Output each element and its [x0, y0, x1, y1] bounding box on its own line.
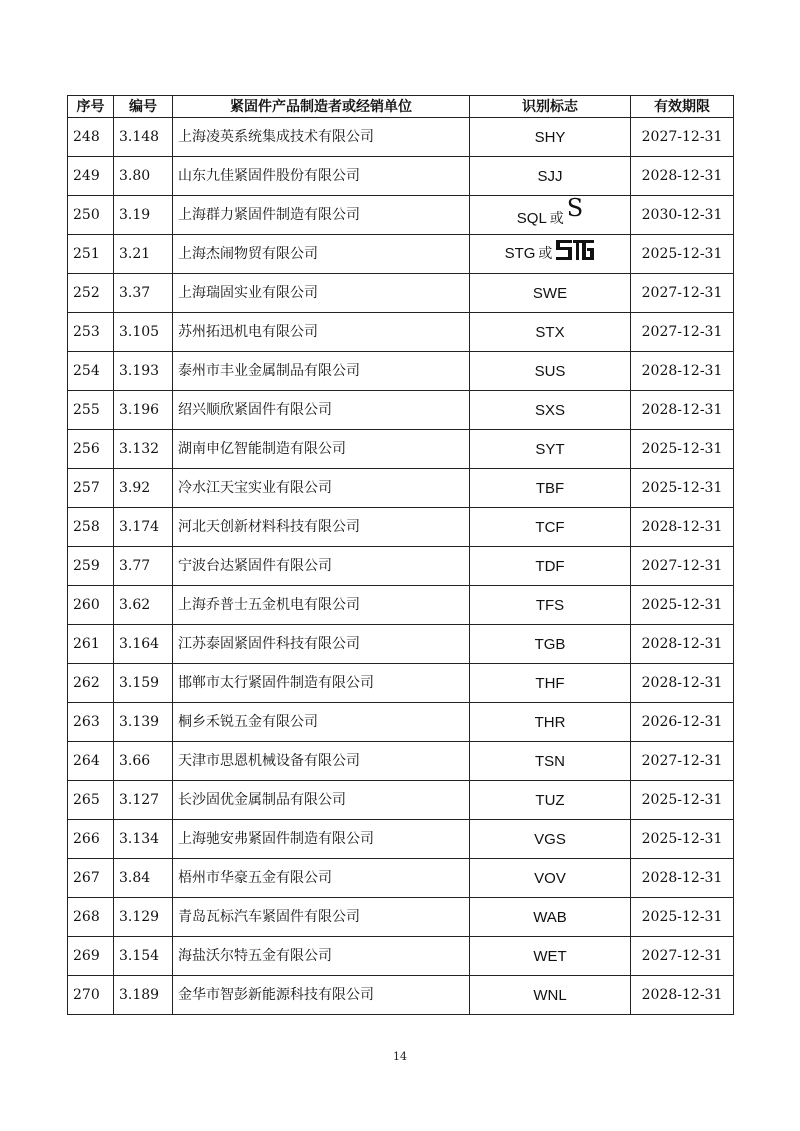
- stg-logo-icon: [555, 239, 595, 261]
- cell-valid: 2027-12-31: [631, 547, 734, 586]
- cell-seq: 262: [68, 664, 114, 703]
- cell-mark: [470, 976, 631, 1015]
- mark-code: VGS: [534, 830, 566, 848]
- cell-code: 3.19: [114, 196, 173, 235]
- cell-mark: [470, 352, 631, 391]
- cell-seq: 249: [68, 157, 114, 196]
- header-seq: 序号: [68, 96, 114, 118]
- table-row: [68, 430, 734, 469]
- cell-maker: 桐乡禾锐五金有限公司: [173, 703, 470, 742]
- cell-mark: [470, 703, 631, 742]
- cell-valid: 2028-12-31: [631, 625, 734, 664]
- mark-code: SQL: [516, 210, 547, 227]
- table-header-row: [68, 96, 734, 118]
- registry-table: [67, 95, 734, 1015]
- cell-mark: [470, 625, 631, 664]
- cell-code: 3.139: [114, 703, 173, 742]
- cell-mark: [470, 586, 631, 625]
- cell-code: 3.37: [114, 274, 173, 313]
- cell-code: 3.196: [114, 391, 173, 430]
- mark-or: 或: [549, 211, 564, 227]
- cell-maker: 上海乔普士五金机电有限公司: [173, 586, 470, 625]
- mark-code: TBF: [535, 479, 565, 497]
- cell-maker: 上海群力紧固件制造有限公司: [173, 196, 470, 235]
- cell-valid: 2028-12-31: [631, 859, 734, 898]
- cell-maker: 上海凌英系统集成技术有限公司: [173, 118, 470, 157]
- cell-mark: [470, 313, 631, 352]
- cell-maker: 湖南申亿智能制造有限公司: [173, 430, 470, 469]
- cell-maker: 苏州拓迅机电有限公司: [173, 313, 470, 352]
- cell-mark: [470, 274, 631, 313]
- cell-seq: 253: [68, 313, 114, 352]
- mark-alt-glyph: S: [566, 195, 584, 222]
- cell-maker: 河北天创新材料科技有限公司: [173, 508, 470, 547]
- cell-valid: 2028-12-31: [631, 391, 734, 430]
- cell-maker: 青岛瓦标汽车紧固件有限公司: [173, 898, 470, 937]
- table-row: [68, 742, 734, 781]
- cell-code: 3.189: [114, 976, 173, 1015]
- cell-mark: [470, 196, 631, 235]
- table-row: [68, 898, 734, 937]
- cell-code: 3.154: [114, 937, 173, 976]
- table-row: [68, 820, 734, 859]
- cell-mark: [470, 664, 631, 703]
- mark-code: SYT: [535, 440, 565, 458]
- cell-maker: 宁波台达紧固件有限公司: [173, 547, 470, 586]
- cell-seq: 261: [68, 625, 114, 664]
- cell-valid: 2027-12-31: [631, 118, 734, 157]
- cell-code: 3.132: [114, 430, 173, 469]
- mark-code: TCF: [535, 518, 565, 536]
- cell-mark: [470, 742, 631, 781]
- cell-maker: 金华市智彭新能源科技有限公司: [173, 976, 470, 1015]
- mark-code: TFS: [535, 596, 565, 614]
- cell-code: 3.134: [114, 820, 173, 859]
- cell-maker: 邯郸市太行紧固件制造有限公司: [173, 664, 470, 703]
- header-code: 编号: [114, 96, 173, 118]
- cell-code: 3.148: [114, 118, 173, 157]
- cell-seq: 259: [68, 547, 114, 586]
- cell-code: 3.66: [114, 742, 173, 781]
- mark-code: SWE: [532, 284, 568, 302]
- cell-valid: 2028-12-31: [631, 508, 734, 547]
- cell-valid: 2027-12-31: [631, 274, 734, 313]
- table-body: [68, 118, 734, 1015]
- table-row: [68, 508, 734, 547]
- cell-mark: [470, 157, 631, 196]
- cell-valid: 2028-12-31: [631, 976, 734, 1015]
- cell-maker: 上海驰安弗紧固件制造有限公司: [173, 820, 470, 859]
- cell-code: 3.62: [114, 586, 173, 625]
- cell-seq: 252: [68, 274, 114, 313]
- table-row: [68, 664, 734, 703]
- cell-code: 3.193: [114, 352, 173, 391]
- mark-code: WAB: [533, 908, 567, 926]
- table-row: [68, 703, 734, 742]
- cell-maker: 天津市思恩机械设备有限公司: [173, 742, 470, 781]
- cell-seq: 248: [68, 118, 114, 157]
- cell-seq: 267: [68, 859, 114, 898]
- cell-mark: [470, 469, 631, 508]
- cell-maker: 梧州市华豪五金有限公司: [173, 859, 470, 898]
- mark-code: SXS: [534, 401, 565, 419]
- table-row: [68, 937, 734, 976]
- header-mark: 识别标志: [470, 96, 631, 118]
- cell-seq: 258: [68, 508, 114, 547]
- mark-code: VOV: [534, 869, 566, 887]
- cell-code: 3.164: [114, 625, 173, 664]
- cell-valid: 2025-12-31: [631, 586, 734, 625]
- table-row: [68, 391, 734, 430]
- header-valid: 有效期限: [631, 96, 734, 118]
- cell-seq: 255: [68, 391, 114, 430]
- mark-code: TGB: [534, 635, 566, 653]
- cell-valid: 2025-12-31: [631, 469, 734, 508]
- cell-valid: 2027-12-31: [631, 937, 734, 976]
- mark-code: WET: [533, 947, 567, 965]
- cell-maker: 绍兴顺欣紧固件有限公司: [173, 391, 470, 430]
- cell-mark: [470, 508, 631, 547]
- cell-code: 3.129: [114, 898, 173, 937]
- cell-maker: 上海瑞固实业有限公司: [173, 274, 470, 313]
- cell-code: 3.159: [114, 664, 173, 703]
- cell-maker: 海盐沃尔特五金有限公司: [173, 937, 470, 976]
- cell-mark: [470, 235, 631, 274]
- cell-code: 3.21: [114, 235, 173, 274]
- table-row: [68, 859, 734, 898]
- cell-valid: 2025-12-31: [631, 781, 734, 820]
- cell-valid: 2025-12-31: [631, 898, 734, 937]
- mark-code: WNL: [533, 986, 567, 1004]
- cell-maker: 江苏泰固紧固件科技有限公司: [173, 625, 470, 664]
- mark-code: TUZ: [535, 791, 565, 809]
- cell-seq: 260: [68, 586, 114, 625]
- cell-valid: 2028-12-31: [631, 157, 734, 196]
- cell-maker: 上海杰闹物贸有限公司: [173, 235, 470, 274]
- cell-seq: 250: [68, 196, 114, 235]
- cell-valid: 2028-12-31: [631, 664, 734, 703]
- mark-code: SJJ: [537, 167, 563, 185]
- cell-mark: [470, 859, 631, 898]
- cell-mark: [470, 781, 631, 820]
- table-row: [68, 469, 734, 508]
- table-row: [68, 118, 734, 157]
- mark-or: 或: [538, 245, 553, 262]
- cell-valid: 2025-12-31: [631, 430, 734, 469]
- cell-seq: 256: [68, 430, 114, 469]
- cell-seq: 257: [68, 469, 114, 508]
- cell-code: 3.174: [114, 508, 173, 547]
- mark-code: STG: [504, 244, 536, 262]
- mark-code: SHY: [534, 128, 566, 146]
- cell-maker: 山东九佳紧固件股份有限公司: [173, 157, 470, 196]
- cell-seq: 266: [68, 820, 114, 859]
- cell-code: 3.84: [114, 859, 173, 898]
- table-row: [68, 586, 734, 625]
- mark-code: TDF: [535, 557, 565, 575]
- cell-seq: 264: [68, 742, 114, 781]
- cell-mark: [470, 820, 631, 859]
- mark-code: THF: [535, 674, 565, 692]
- cell-valid: 2026-12-31: [631, 703, 734, 742]
- table-row: [68, 313, 734, 352]
- table-row: [68, 781, 734, 820]
- cell-valid: 2028-12-31: [631, 352, 734, 391]
- table-row: [68, 235, 734, 274]
- cell-seq: 251: [68, 235, 114, 274]
- cell-valid: 2027-12-31: [631, 742, 734, 781]
- cell-mark: [470, 118, 631, 157]
- table-row: [68, 352, 734, 391]
- table-row: [68, 976, 734, 1015]
- cell-mark: [470, 430, 631, 469]
- cell-seq: 268: [68, 898, 114, 937]
- mark-code: SUS: [534, 362, 566, 380]
- cell-seq: 263: [68, 703, 114, 742]
- mark-code: TSN: [535, 752, 565, 770]
- cell-code: 3.80: [114, 157, 173, 196]
- mark-code: THR: [534, 713, 566, 731]
- table-row: [68, 196, 734, 235]
- cell-seq: 254: [68, 352, 114, 391]
- cell-mark: [470, 547, 631, 586]
- cell-code: 3.127: [114, 781, 173, 820]
- cell-code: 3.92: [114, 469, 173, 508]
- cell-seq: 265: [68, 781, 114, 820]
- cell-valid: 2025-12-31: [631, 235, 734, 274]
- cell-valid: 2025-12-31: [631, 820, 734, 859]
- table-row: [68, 157, 734, 196]
- table-row: [68, 625, 734, 664]
- cell-seq: 269: [68, 937, 114, 976]
- cell-maker: 冷水江天宝实业有限公司: [173, 469, 470, 508]
- cell-maker: 长沙固优金属制品有限公司: [173, 781, 470, 820]
- cell-mark: [470, 937, 631, 976]
- header-maker: 紧固件产品制造者或经销单位: [173, 96, 470, 118]
- cell-mark: [470, 391, 631, 430]
- table-row: [68, 547, 734, 586]
- cell-valid: 2027-12-31: [631, 313, 734, 352]
- mark-code: STX: [535, 323, 565, 341]
- cell-maker: 泰州市丰业金属制品有限公司: [173, 352, 470, 391]
- table-row: [68, 274, 734, 313]
- cell-code: 3.105: [114, 313, 173, 352]
- cell-seq: 270: [68, 976, 114, 1015]
- page-number: 14: [393, 1050, 407, 1063]
- cell-code: 3.77: [114, 547, 173, 586]
- cell-valid: 2030-12-31: [631, 196, 734, 235]
- cell-mark: [470, 898, 631, 937]
